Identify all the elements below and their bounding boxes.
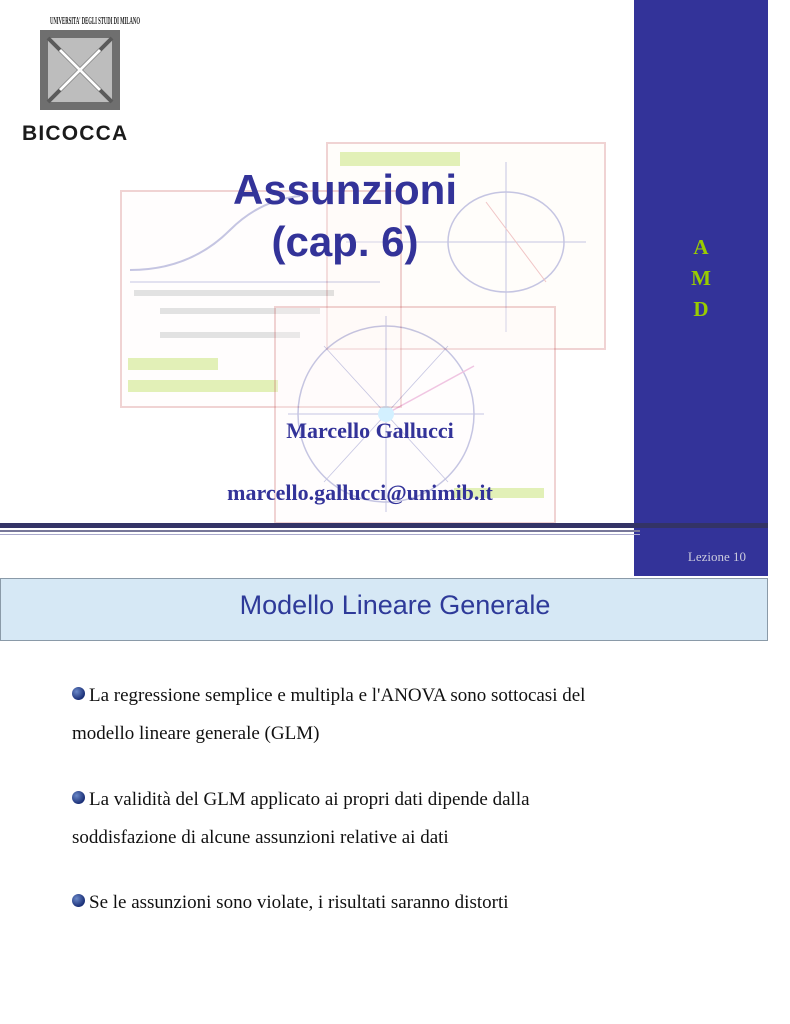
- bullet-3-line-1: Se le assunzioni sono violate, i risultati saranno distorti: [89, 892, 509, 913]
- side-letter-m: M: [691, 266, 711, 290]
- author-name: Marcello Gallucci: [286, 418, 454, 443]
- bullet-1-line-2: modello lineare generale (GLM): [72, 723, 320, 744]
- bullet-item-1: [72, 677, 672, 753]
- bullet-dot-icon: [72, 791, 85, 804]
- side-letters: [634, 232, 768, 325]
- university-logo: [20, 12, 142, 144]
- bullet-2-line-2: soddisfazione di alcune assunzioni relative ai dati: [72, 827, 449, 848]
- author-email[interactable]: marcello.gallucci@unimib.it: [227, 480, 493, 505]
- bullet-1-line-1: La regressione semplice e multipla e l'ANOVA sono sottocasi del: [89, 685, 586, 706]
- title-line-1: Assunzioni: [232, 166, 457, 213]
- bullet-item-2: [72, 781, 672, 857]
- divider-thick: [0, 523, 768, 528]
- divider-mid: [0, 530, 640, 532]
- bullet-dot-icon: [72, 687, 85, 700]
- title-line-2: (cap. 6): [271, 218, 419, 265]
- slide-title: [160, 164, 530, 268]
- bullet-dot-icon: [72, 894, 85, 907]
- divider-thin: [0, 534, 640, 535]
- lesson-label: Lezione 10: [687, 549, 746, 564]
- section-header: Modello Lineare Generale: [239, 590, 551, 620]
- logo-arc-text: UNIVERSITA' DEGLI STUDI DI MILANO: [50, 15, 141, 27]
- bullet-2-line-1: La validità del GLM applicato ai propri dati dipende dalla: [89, 789, 530, 810]
- logo-wordmark: BICOCCA: [22, 122, 129, 145]
- side-letter-a: A: [693, 235, 709, 259]
- bullet-item-3: [72, 884, 672, 922]
- side-letter-d: D: [693, 297, 709, 321]
